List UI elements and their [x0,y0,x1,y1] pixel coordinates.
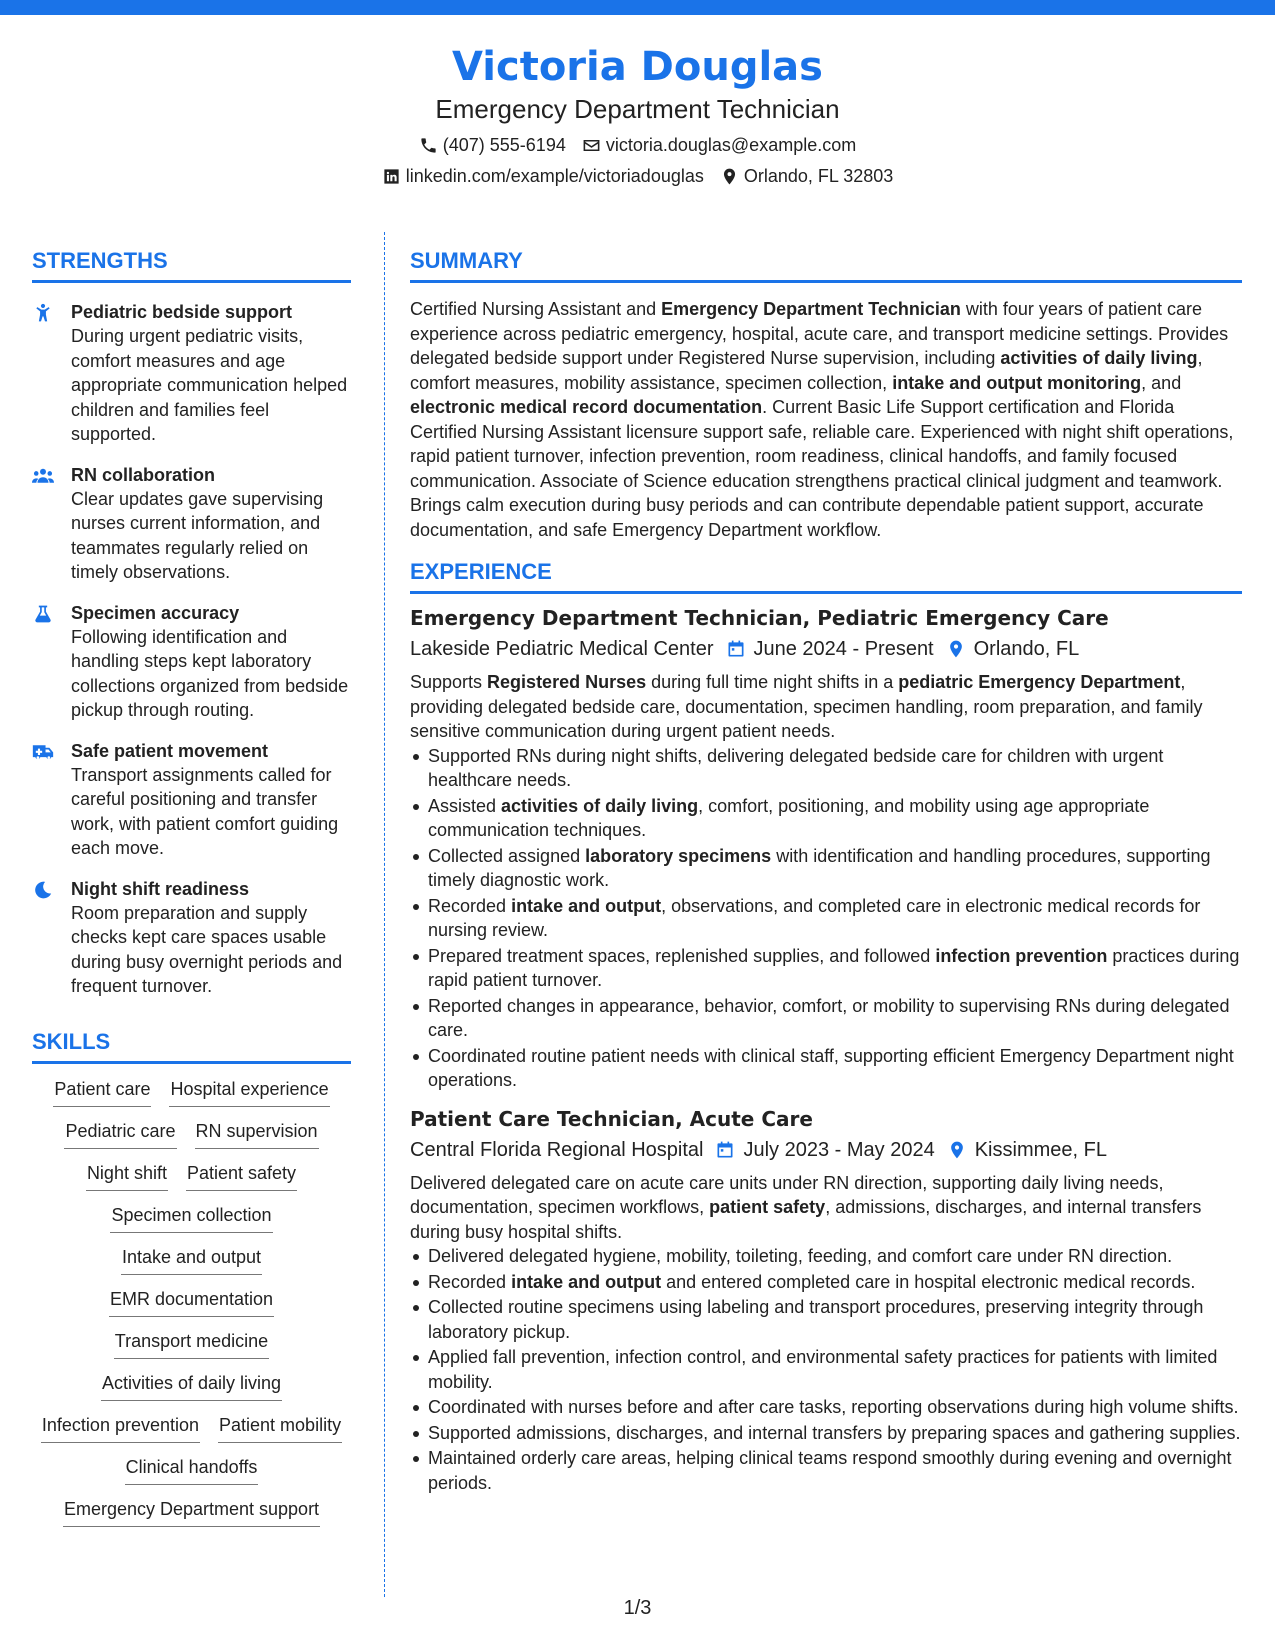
job-bullet: Coordinated with nurses before and after care tasks, reporting observations during high volume shifts. [410,1395,1242,1420]
skill-tag: Activities of daily living [101,1371,282,1401]
skill-tag: Transport medicine [114,1329,269,1359]
job-entry [410,604,1242,1093]
job-meta [410,1135,1242,1165]
map-pin-icon [947,1140,967,1160]
job-location: Orlando, FL [973,638,1080,660]
bold-phrase: intake and output [511,895,662,916]
job-dates: June 2024 - Present [753,638,934,660]
job-bullet: Collected assigned laboratory specimens with identification and handling procedures, supporting timely diagnostic work. [410,844,1242,893]
strength-desc: During urgent pediatric visits, comfort measures and age appropriate communication helped children and families feel supported. [71,326,348,444]
job-bullet: Recorded intake and output, observations, and completed care in electronic medical records for nursing review. [410,894,1242,943]
skill-tag: Pediatric care [64,1119,176,1149]
moon-icon [32,880,54,900]
skill-tag: Patient care [53,1077,151,1107]
strength-item [32,463,351,585]
skills-list [32,1077,351,1527]
job-bullet: Recorded intake and output and entered completed care in hospital electronic medical records. [410,1270,1242,1295]
bold-phrase: electronic medical record documentation [410,397,763,417]
contact-row-2 [0,166,1275,187]
map-pin-icon [720,167,739,186]
summary-text: Certified Nursing Assistant and Emergency Department Technician with four years of patient care experience across pediatric emergency, hospital, acute care, and transport medicine settings. Provides delegated bedside support under Registered Nurse supervision, including activities of daily living, comfort measures, mobility assistance, specimen collection, intake and output monitoring, and electronic medical record documentation. Current Basic Life Support certification and Florida Certified Nursing Assistant licensure support safe, reliable care. Experienced with night shift operations, rapid patient turnover, infection prevention, room readiness, clinical handoffs, and family focused communication. Associate of Science education strengthens practical clinical judgment and teamwork. Brings calm execution during busy periods and can contribute dependable patient support, accurate documentation, and safe Emergency Department workflow. [410,299,1234,540]
candidate-name: Victoria Douglas [452,44,823,90]
strength-title: Safe patient movement [71,740,269,761]
linkedin-item[interactable] [382,166,704,187]
job-bullet: Maintained orderly care areas, helping clinical teams respond smoothly during evening and overnight periods. [410,1446,1242,1495]
calendar-icon [715,1140,735,1160]
job-bullet: Assisted activities of daily living, comfort, positioning, and mobility using age appropriate communication techniques. [410,794,1242,843]
job-bullet: Delivered delegated hygiene, mobility, toileting, feeding, and comfort care under RN direction. [410,1244,1242,1269]
job-bullet: Coordinated routine patient needs with clinical staff, supporting efficient Emergency Department night operations. [410,1044,1242,1093]
strengths-heading: STRENGTHS [32,248,351,283]
skill-tag: EMR documentation [109,1287,274,1317]
experience-heading: EXPERIENCE [410,559,1242,594]
job-company: Lakeside Pediatric Medical Center [410,638,714,660]
skill-tag: RN supervision [195,1119,319,1149]
phone-text: (407) 555-6194 [442,135,566,155]
skill-tag: Night shift [86,1161,168,1191]
strength-item [32,300,351,447]
strength-title: RN collaboration [71,464,216,485]
bold-phrase: infection prevention [935,945,1108,966]
job-bullet: Reported changes in appearance, behavior, comfort, or mobility to supervising RNs during delegated care. [410,994,1242,1043]
skill-tag: Patient mobility [218,1413,342,1443]
job-entry [410,1105,1242,1496]
calendar-icon [726,639,746,659]
job-description: Supports Registered Nurses during full time night shifts in a pediatric Emergency Department, providing delegated bedside care, documentation, specimen handling, room preparation, and family sensitive communication during urgent patient needs. [410,672,1203,741]
job-bullet: Collected routine specimens using labeling and transport procedures, preserving integrity through laboratory pickup. [410,1295,1242,1344]
candidate-role: Emergency Department Technician [435,94,840,124]
right-column [410,248,1242,1496]
strength-desc: Room preparation and supply checks kept care spaces usable during busy overnight periods and frequent turnover. [71,902,343,996]
strength-item [32,601,351,723]
strength-desc: Following identification and handling steps kept laboratory collections organized from bedside pickup through routing. [71,626,349,720]
strength-desc: Transport assignments called for careful positioning and transfer work, with patient comfort guiding each move. [71,764,339,858]
job-meta [410,634,1242,664]
skill-tag: Emergency Department support [63,1497,320,1527]
envelope-icon [582,136,601,155]
skill-tag: Specimen collection [110,1203,272,1233]
bold-phrase: patient safety [709,1197,826,1217]
bold-phrase: Emergency Department Technician [661,299,961,319]
users-icon [32,466,54,486]
strength-item [32,877,351,999]
skill-tag: Clinical handoffs [125,1455,259,1485]
child-icon [32,303,54,323]
job-bullet: Prepared treatment spaces, replenished supplies, and followed infection prevention practices during rapid patient turnover. [410,944,1242,993]
bold-phrase: laboratory specimens [585,845,772,866]
job-company: Central Florida Regional Hospital [410,1138,704,1161]
job-location: Kissimmee, FL [974,1138,1107,1161]
skill-tag: Hospital experience [169,1077,329,1107]
flask-icon [32,604,54,624]
phone-icon [419,136,438,155]
skill-tag: Infection prevention [41,1413,200,1443]
skill-tag: Patient safety [186,1161,297,1191]
job-bullet: Applied fall prevention, infection control, and environmental safety practices for patients with limited mobility. [410,1345,1242,1394]
bold-phrase: intake and output [511,1271,662,1292]
column-divider [384,232,385,1597]
bold-phrase: activities of daily living [501,795,699,816]
contact-row-1 [0,135,1275,156]
job-dates: July 2023 - May 2024 [743,1138,935,1161]
strength-title: Specimen accuracy [71,602,240,623]
job-bullet: Supported RNs during night shifts, delivering delegated bedside care for children with urgent healthcare needs. [410,744,1242,793]
bold-phrase: Registered Nurses [487,672,647,692]
location-text: Orlando, FL 32803 [743,166,894,186]
bold-phrase: intake and output monitoring [892,372,1142,393]
linkedin-icon [382,167,401,186]
job-bullets [410,744,1242,1093]
bold-phrase: pediatric Emergency Department [898,672,1181,692]
left-column [32,248,351,1527]
bold-phrase: activities of daily living [1000,348,1198,368]
job-title: Patient Care Technician, Acute Care [410,1106,813,1131]
top-accent-bar [0,0,1275,15]
email-text: victoria.douglas@example.com [605,135,857,155]
email-item[interactable] [582,135,856,156]
map-pin-icon [946,639,966,659]
skills-heading: SKILLS [32,1029,351,1064]
page-number: 1/3 [623,1597,652,1619]
job-bullet: Supported admissions, discharges, and internal transfers by preparing spaces and gathering supplies. [410,1421,1242,1446]
strengths-list [32,300,351,999]
strength-title: Pediatric bedside support [71,302,293,322]
job-title: Emergency Department Technician, Pediatric Emergency Care [410,606,1109,630]
strength-desc: Clear updates gave supervising nurses current information, and teammates regularly relied on timely observations. [71,488,324,582]
ambulance-icon [32,742,54,762]
job-bullets [410,1244,1242,1495]
job-description: Delivered delegated care on acute care units under RN direction, supporting daily living needs, documentation, specimen workflows, patient safety, admissions, discharges, and internal transfers during busy hospital shifts. [410,1172,1202,1242]
strength-title: Night shift readiness [71,878,250,899]
location-item [720,166,893,187]
phone-item [419,135,566,156]
skill-tag: Intake and output [121,1245,262,1275]
summary-heading: SUMMARY [410,248,1242,283]
strength-item [32,739,351,861]
linkedin-text: linkedin.com/example/victoriadouglas [405,166,704,186]
